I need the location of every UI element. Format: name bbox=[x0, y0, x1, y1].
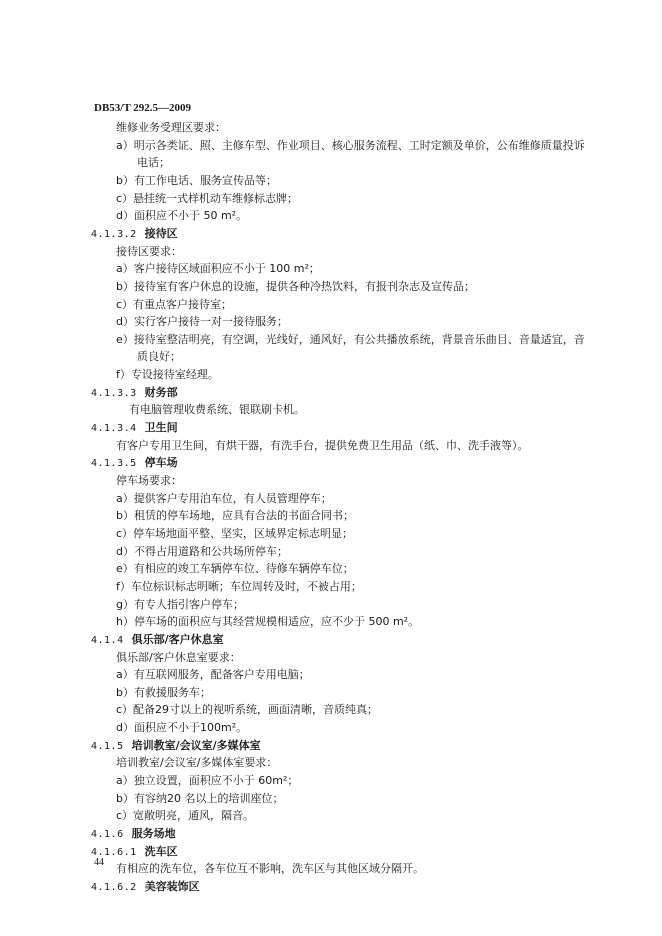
section-title: 俱乐部/客户休息室 bbox=[131, 632, 224, 646]
body-text-line: e）有相应的竣工车辆停车位、待修车辆停车位； bbox=[116, 562, 354, 576]
section-title: 卫生间 bbox=[144, 421, 178, 435]
page-number: 44 bbox=[94, 857, 104, 868]
body-text-line: d）不得占用道路和公共场所停车； bbox=[116, 544, 288, 558]
body-text-line: c）停车场地面平整、坚实，区域界定标志明显； bbox=[116, 526, 354, 540]
body-text-line: f）专设接待室经理。 bbox=[116, 368, 219, 382]
standard-code-header: DB53/T 292.5—2009 bbox=[94, 102, 191, 114]
body-text-line: b）有工作电话、服务宣传品等； bbox=[116, 173, 277, 187]
body-text-line: 质良好； bbox=[137, 350, 181, 364]
body-text-line: 培训教室/会议室/多媒体室要求： bbox=[116, 756, 278, 770]
body-text-line: e）接待室整洁明亮，有空调，光线好，通风好，有公共播放系统，背景音乐曲目、音量适宜，音 bbox=[116, 332, 585, 346]
section-title: 停车场 bbox=[144, 456, 178, 470]
section-number: 4.1.6.1 bbox=[91, 846, 137, 858]
body-text-line: b）有救援服务车； bbox=[116, 685, 211, 699]
section-title: 培训教室/会议室/多媒体室 bbox=[131, 738, 261, 752]
section-number: 4.1.3.2 bbox=[91, 228, 137, 240]
body-text-line: 维修业务受理区要求： bbox=[116, 121, 226, 134]
body-text-line: 俱乐部/客户休息室要求： bbox=[116, 650, 241, 664]
body-text-line: a）提供客户专用泊车位，有人员管理停车； bbox=[116, 491, 332, 505]
body-text-line: a）独立设置，面积应不小于 60m²； bbox=[116, 774, 299, 788]
body-text-line: 有相应的洗车位，各车位互不影响，洗车区与其他区域分隔开。 bbox=[116, 862, 424, 876]
body-text-line: c）悬挂统一式样机动车维修标志牌； bbox=[116, 191, 299, 205]
section-number: 4.1.5 bbox=[91, 740, 124, 752]
section-heading bbox=[91, 827, 176, 842]
section-heading bbox=[91, 456, 178, 471]
section-number: 4.1.3.3 bbox=[91, 387, 137, 399]
section-heading bbox=[91, 633, 224, 648]
body-text-line: b）租赁的停车场地，应具有合法的书面合同书； bbox=[116, 509, 354, 523]
section-title: 美容装饰区 bbox=[144, 879, 200, 893]
body-text-line: f）车位标识标志明晰；车位周转及时，不被占用； bbox=[116, 579, 362, 593]
section-heading bbox=[91, 386, 178, 401]
section-title: 接待区 bbox=[144, 226, 178, 240]
body-text-line: g）有专人指引客户停车； bbox=[116, 597, 244, 611]
section-number: 4.1.6.2 bbox=[91, 881, 137, 893]
body-text-line: h）停车场的面积应与其经营规模相适应，应不少于 500 m²。 bbox=[116, 615, 420, 629]
body-text-line: c）配备29寸以上的视听系统，画面清晰，音质纯真； bbox=[116, 703, 379, 717]
body-text-line: a）有互联网服务，配备客户专用电脑； bbox=[116, 668, 310, 682]
body-text-line: 接待区要求： bbox=[116, 244, 182, 258]
section-heading bbox=[91, 880, 200, 895]
body-text-line: 有客户专用卫生间，有烘干器，有洗手台，提供免费卫生用品（纸、巾、洗手液等）。 bbox=[116, 438, 529, 452]
body-text-line: 有电脑管理收费系统、银联刷卡机。 bbox=[129, 403, 305, 417]
body-text-line: d）面积应不小于100m²。 bbox=[116, 721, 248, 735]
body-text-line: c）宽敞明亮，通风，隔音。 bbox=[116, 809, 255, 823]
section-title: 服务场地 bbox=[131, 827, 176, 840]
section-heading bbox=[91, 227, 178, 242]
body-text-line: b）接待室有客户休息的设施，提供各种冷热饮料，有报刊杂志及宣传品； bbox=[116, 279, 475, 293]
body-text-line: a）明示各类证、照、主修车型、作业项目、核心服务流程、工时定额及单价，公布维修质量投诉 bbox=[116, 138, 585, 152]
body-text-line: c）有重点客户接待室； bbox=[116, 297, 233, 311]
section-number: 4.1.4 bbox=[91, 634, 124, 646]
section-heading bbox=[91, 421, 178, 436]
body-text-line: d）实行客户接待一对一接待服务； bbox=[116, 315, 288, 329]
body-text-line: 电话； bbox=[137, 156, 170, 170]
section-title: 洗车区 bbox=[144, 844, 178, 858]
section-title: 财务部 bbox=[144, 385, 178, 399]
section-number: 4.1.3.5 bbox=[91, 458, 137, 470]
body-text-line: d）面积应不小于 50 m²。 bbox=[116, 209, 248, 223]
body-text-line: 停车场要求： bbox=[116, 474, 182, 487]
body-text-line: a）客户接待区域面积应不小于 100 m²； bbox=[116, 262, 320, 276]
body-text-line: b）有容纳20 名以上的培训座位； bbox=[116, 791, 284, 805]
section-heading bbox=[91, 739, 261, 754]
section-number: 4.1.3.4 bbox=[91, 423, 137, 435]
section-number: 4.1.6 bbox=[91, 829, 124, 840]
